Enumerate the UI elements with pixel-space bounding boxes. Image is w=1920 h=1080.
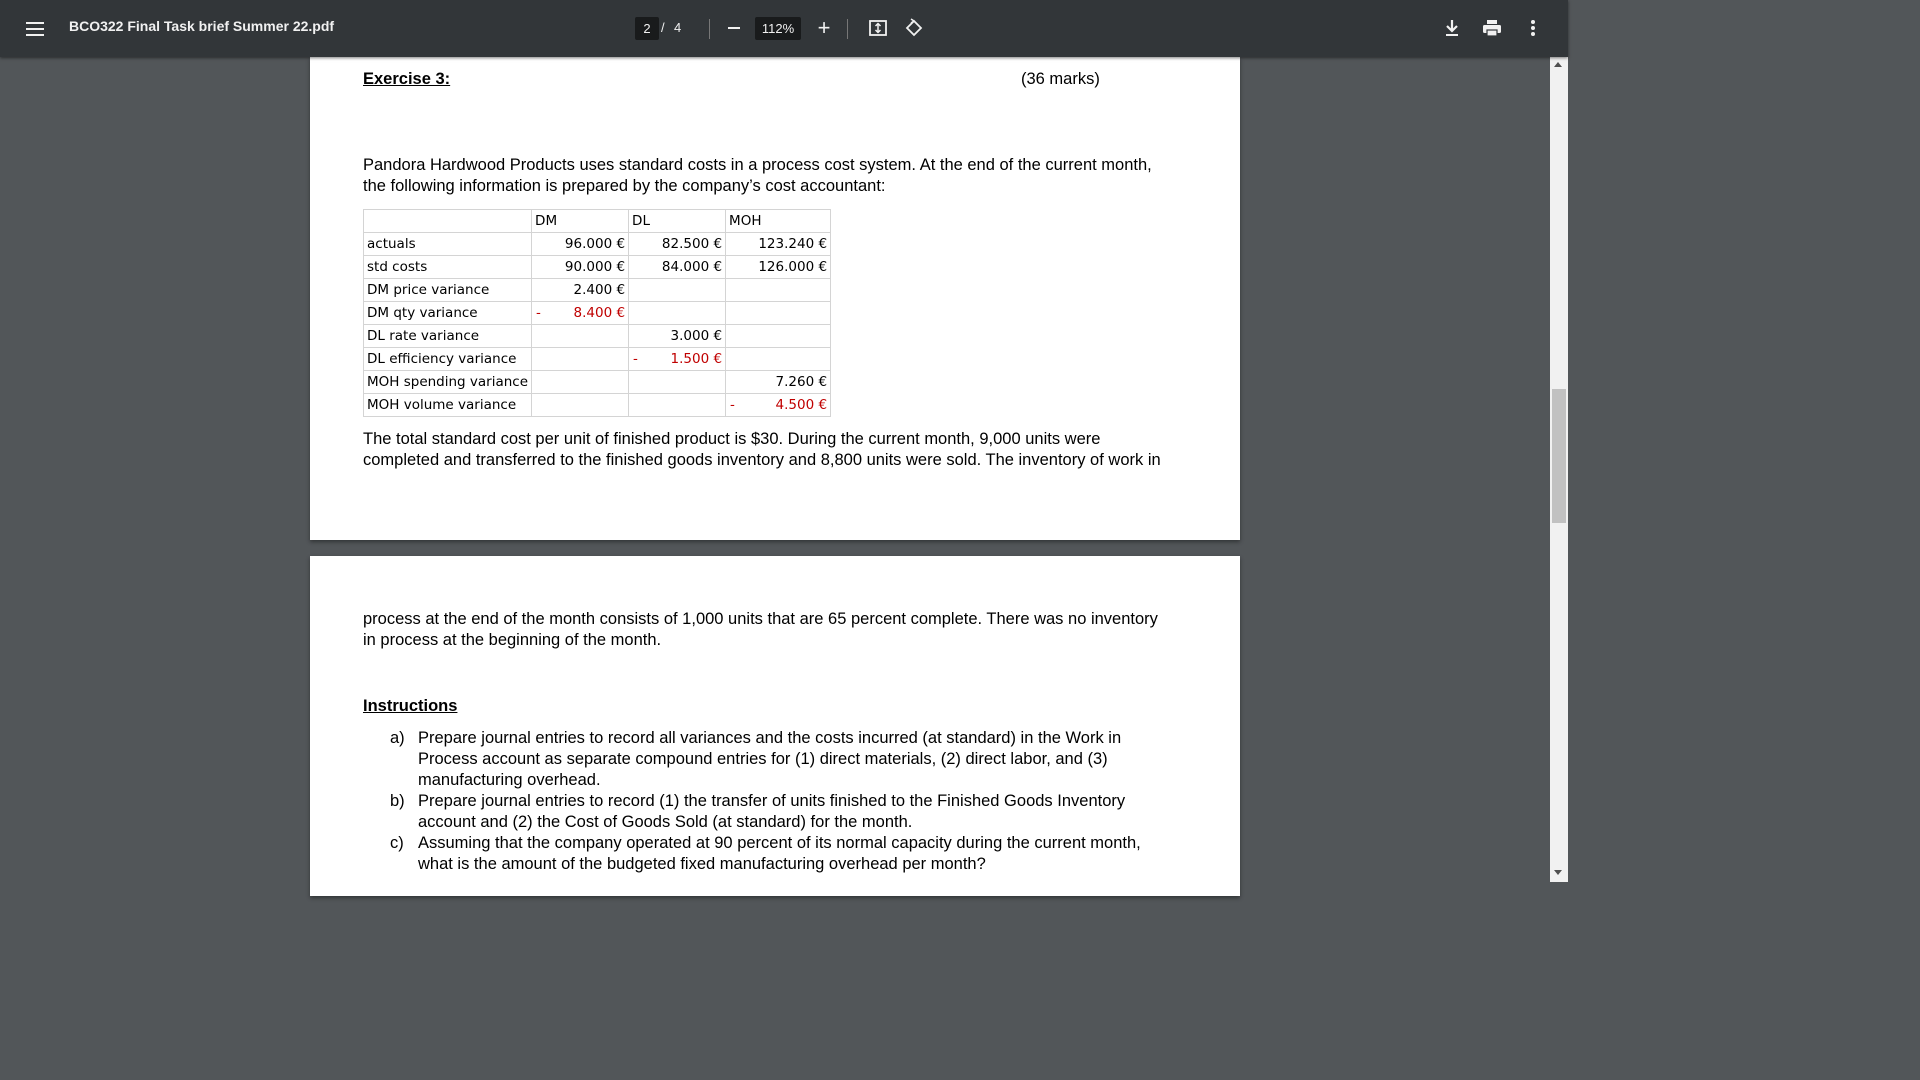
moh-cell [726, 279, 831, 302]
dm-cell [532, 394, 629, 417]
moh-cell: 7.260 € [726, 371, 831, 394]
moh-cell [726, 348, 831, 371]
dl-cell [629, 302, 726, 325]
dm-cell: 2.400 € [532, 279, 629, 302]
table-row [364, 325, 831, 348]
row-label: DM qty variance [364, 302, 532, 325]
table-header-cell: MOH [726, 210, 831, 233]
table-row [364, 394, 831, 417]
body-line: in process at the beginning of the month. [363, 631, 662, 649]
negative-value: 1.500 € [670, 351, 723, 367]
print-icon[interactable] [1480, 16, 1504, 40]
dl-cell: 84.000 € [629, 256, 726, 279]
row-label: actuals [364, 233, 532, 256]
dl-cell [629, 371, 726, 394]
negative-value: 8.400 € [573, 305, 626, 321]
page-separator: / [661, 20, 665, 35]
row-label: DM price variance [364, 279, 532, 302]
table-row [364, 348, 831, 371]
toolbar-divider [709, 19, 710, 39]
table-row [364, 302, 831, 325]
row-label: MOH spending variance [364, 371, 532, 394]
page-total: 4 [674, 20, 682, 35]
table-row [364, 256, 831, 279]
zoom-level-input[interactable]: 112% [755, 17, 801, 40]
download-icon[interactable] [1440, 16, 1464, 40]
zoom-out-icon[interactable] [722, 15, 746, 41]
row-label: DL efficiency variance [364, 348, 532, 371]
table-row [364, 279, 831, 302]
dl-cell [629, 394, 726, 417]
dl-cell [629, 279, 726, 302]
dm-cell: 90.000 € [532, 256, 629, 279]
list-line: Prepare journal entries to record all variances and the costs incurred (at standard) in the Work in [418, 729, 1122, 747]
list-line: account and (2) the Cost of Goods Sold (at standard) for the month. [418, 813, 913, 831]
dm-cell-negative [532, 302, 629, 325]
menu-icon[interactable] [20, 14, 50, 44]
moh-cell [726, 325, 831, 348]
list-label: c) [390, 834, 404, 852]
cost-variance-table [363, 209, 831, 417]
dl-cell: 82.500 € [629, 233, 726, 256]
more-options-icon[interactable] [1521, 16, 1545, 40]
list-line: what is the amount of the budgeted fixed manufacturing overhead per month? [418, 855, 986, 873]
list-line: Assuming that the company operated at 90 percent of its normal capacity during the current month, [418, 834, 1141, 852]
dm-cell [532, 325, 629, 348]
table-header-cell: DL [629, 210, 726, 233]
row-label: std costs [364, 256, 532, 279]
negative-marker: - [633, 351, 638, 367]
scrollbar-thumb[interactable] [1552, 389, 1566, 523]
table-row [364, 233, 831, 256]
table-header-row [364, 210, 831, 233]
table-header-cell [364, 210, 532, 233]
body-line: completed and transferred to the finished goods inventory and 8,800 units were sold. The inventory of work in [363, 451, 1161, 469]
intro-line: Pandora Hardwood Products uses standard costs in a process cost system. At the end of the current month, [363, 156, 1152, 174]
moh-cell: 123.240 € [726, 233, 831, 256]
dl-cell-negative [629, 348, 726, 371]
list-line: manufacturing overhead. [418, 771, 601, 789]
negative-value: 4.500 € [775, 397, 828, 413]
scroll-up-icon[interactable] [1554, 62, 1562, 67]
toolbar-divider [847, 19, 848, 39]
fit-page-icon[interactable] [866, 16, 890, 40]
row-label: DL rate variance [364, 325, 532, 348]
list-label: b) [390, 792, 405, 810]
dm-cell: 96.000 € [532, 233, 629, 256]
dm-cell [532, 371, 629, 394]
negative-marker: - [536, 305, 541, 321]
page-number-input[interactable]: 2 [635, 17, 659, 40]
moh-cell: 126.000 € [726, 256, 831, 279]
row-label: MOH volume variance [364, 394, 532, 417]
body-line: The total standard cost per unit of finished product is $30. During the current month, 9,000 units were [363, 430, 1101, 448]
negative-marker: - [730, 397, 735, 413]
zoom-in-icon[interactable]: + [817, 15, 831, 40]
scroll-down-icon[interactable] [1554, 870, 1562, 875]
moh-cell-negative [726, 394, 831, 417]
pdf-page-2 [310, 57, 1240, 540]
marks-label: (36 marks) [1021, 70, 1100, 88]
pdf-page-3 [310, 556, 1240, 896]
rotate-icon[interactable] [902, 16, 926, 40]
pdf-toolbar [0, 0, 1568, 57]
dm-cell [532, 348, 629, 371]
table-header-cell: DM [532, 210, 629, 233]
instructions-heading: Instructions [363, 697, 458, 715]
intro-line: the following information is prepared by the company’s cost accountant: [363, 177, 886, 195]
moh-cell [726, 302, 831, 325]
document-title: BCO322 Final Task brief Summer 22.pdf [69, 18, 335, 34]
list-line: Process account as separate compound entries for (1) direct materials, (2) direct labor, and (3) [418, 750, 1108, 768]
list-line: Prepare journal entries to record (1) the transfer of units finished to the Finished Goods Inventory [418, 792, 1126, 810]
exercise-heading: Exercise 3: [363, 70, 451, 88]
body-line: process at the end of the month consists of 1,000 units that are 65 percent complete. There was no inventory [363, 610, 1158, 628]
dl-cell: 3.000 € [629, 325, 726, 348]
list-label: a) [390, 729, 405, 747]
table-row [364, 371, 831, 394]
